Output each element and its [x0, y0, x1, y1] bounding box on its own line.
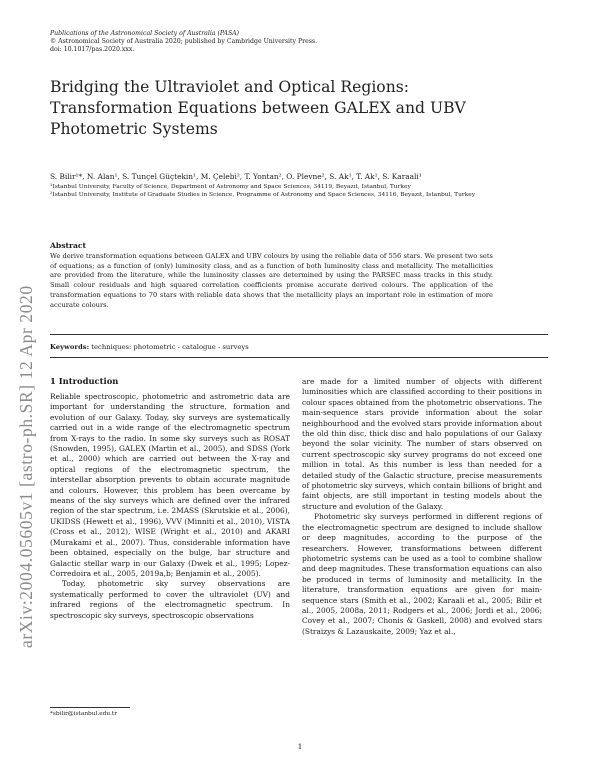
- abstract-text: We derive transformation equations between GALEX and UBV colours by using the reliable data of 556 stars. We present two sets of equations; as a function of (only) luminosity class, and as a function of both luminosity class and metallicity. The metallicities are provided from the literature, while the luminosity classes are determined by using the PARSEC mass tracks in this study. Small colour residuals and high squared correlation coefficients promise accurate derived colours. The application of the transformation equations to 70 stars with reliable data shows that the metallicity plays an important role in estimation of more accurate colours.: [50, 252, 493, 309]
- author-list: S. Bilir¹*, N. Alan¹, S. Tunçel Güçtekin¹, M. Çelebi², T. Yontan², O. Plevne², S. Ak¹, T. Ak¹, S. Karaali¹: [50, 172, 422, 181]
- paragraph: Photometric sky surveys performed in different regions of the electromagnetic spectrum are designed to include shallow or deep magnitudes, according to the purpose of the researchers. However, transformations between different photometric systems can be used as a tool to combine shallow and deep magnitudes. These transformation equations can also be produced in terms of luminosity and metallicity. In the literature, transformation equations are given for main-sequence stars (Smith et al., 2002; Karaali et al., 2005; Bilir et al., 2005, 2008a, 2011; Rodgers et al., 2006; Jordi et al., 2006; Covey et al., 2007; Chonis & Gaskell, 2008) and evolved stars (Straizys & Lazauskaite, 2009; Yaz et al.,: [302, 512, 542, 636]
- paragraph: are made for a limited number of objects with different luminosities which are classified according to their positions in colour spaces obtained from the photometric observations. The main-sequence stars provide information about the solar neighbourhood and the evolved stars provide information about the old thin disc, thick disc and halo populations of our Galaxy beyond the solar vicinity. The number of stars observed on current spectroscopic sky survey programs do not exceed one million in total. As this number is less than needed for a detailed study of the Galactic structure, precise measurements of photometric sky surveys, which contain billions of bright and faint objects, are still important in testing models about the structure and evolution of the Galaxy.: [302, 377, 542, 511]
- footnote-email[interactable]: *sbilir@istanbul.edu.tr: [50, 711, 118, 717]
- affiliation-1: ¹Istanbul University, Faculty of Science, Department of Astronomy and Space Sciences, 34119, Beyazıt, Istanbul, Turkey: [50, 184, 411, 190]
- footnote-rule: [50, 707, 130, 708]
- keywords-label: Keywords:: [50, 343, 90, 351]
- copyright-line: © Astronomical Society of Australia 2020; published by Cambridge University Press.: [50, 38, 318, 46]
- journal-name: Publications of the Astronomical Society of Australia (PASA): [50, 30, 240, 37]
- paragraph: Reliable spectroscopic, photometric and astrometric data are important for understanding the structure, formation and evolution of our Galaxy. Today, sky surveys are systematically carried out in a wide range of the electromagnetic spectrum from X-rays to the radio. In some sky surveys such as ROSAT (Snowden, 1995), GALEX (Martin et al., 2005), and SDSS (York et al., 2000) which are carried out between the X-ray and optical regions of the electromagnetic spectrum, the interstellar absorption prevents to obtain accurate magnitude and colours. However, this problem has been overcame by means of the sky surveys which are defined over the infrared region of the star spectrum, i.e. 2MASS (Skrutskie et al., 2006), UKIDSS (Hewett et al., 1996), VVV (Minniti et al., 2010), VISTA (Cross et al., 2012), WISE (Wright et al., 2010) and AKARI (Murakami et al., 2007). Thus, considerable information have been obtained, especially on the bulge, bar structure and Galactic stellar warp in our Galaxy (Dwek et al., 1995; Lopez-Corredoira et al., 2005, 2019a,b; Benjamin et al., 2005).: [50, 392, 290, 578]
- affiliations: [50, 183, 510, 199]
- section-heading: 1 Introduction: [50, 376, 119, 386]
- abstract-heading: Abstract: [50, 241, 87, 250]
- paragraph: Today, photometric sky survey observations are systematically performed to cover the ultraviolet (UV) and infrared regions of the electromagnetic spectrum. In spectroscopic sky surveys, spectroscopic observations: [50, 579, 290, 620]
- paper-title: Bridging the Ultraviolet and Optical Regions: Transformation Equations between GALEX and UBV Photometric Systems: [50, 78, 466, 138]
- page-number: 1: [297, 742, 303, 751]
- affiliation-2: ²Istanbul University, Institute of Graduate Studies in Science, Programme of Astronomy and Space Sciences, 34116, Beyazıt, Istanbul, Turkey: [50, 192, 476, 199]
- journal-header: [50, 30, 530, 55]
- right-column: [302, 377, 542, 637]
- divider-top: [50, 334, 548, 335]
- keywords-text: techniques: photometric - catalogue - surveys: [89, 343, 249, 351]
- doi-line: doi: 10.1017/pas.2020.xxx.: [50, 46, 135, 54]
- divider-bottom: [50, 357, 548, 358]
- keywords: [50, 343, 249, 351]
- left-column: [50, 392, 290, 621]
- arxiv-identifier[interactable]: arXiv:2004.05605v1 [astro-ph.SR] 12 Apr 2020: [16, 285, 36, 648]
